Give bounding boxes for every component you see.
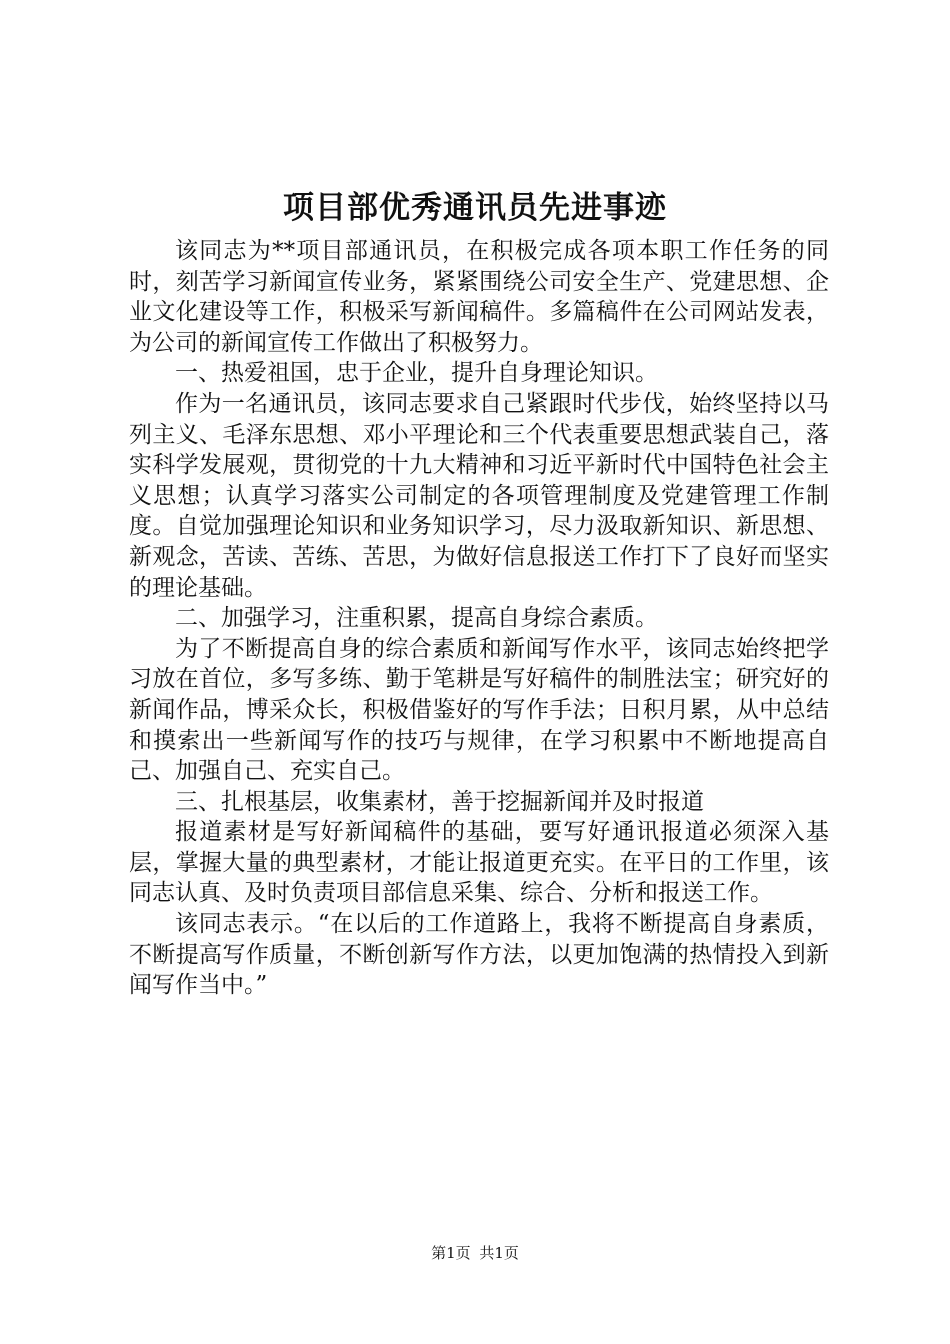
page-number-total: 共1页	[479, 1244, 519, 1262]
paragraph-section-2: 为了不断提高自身的综合素质和新闻写作水平，该同志始终把学习放在首位，多写多练、勤于笔耕是写好稿件的制胜法宝；研究好的新闻作品，博采众长，积极借鉴好的写作手法；日积月累，从中总结和摸索出一些新闻写作的技巧与规律，在学习积累中不断地提高自己、加强自己、充实自己。	[129, 635, 829, 785]
document-title: 项目部优秀通讯员先进事迹	[283, 190, 667, 226]
document-body	[129, 236, 829, 1001]
section-heading-3: 三、扎根基层，收集素材，善于挖掘新闻并及时报道	[175, 788, 704, 815]
paragraph-section-1: 作为一名通讯员，该同志要求自己紧跟时代步伐，始终坚持以马列主义、毛泽东思想、邓小平理论和三个代表重要思想武装自己，落实科学发展观，贯彻党的十九大精神和习近平新时代中国特色社会主义思想；认真学习落实公司制定的各项管理制度及党建管理工作制度。自觉加强理论知识和业务知识学习，尽力汲取新知识、新思想、新观念，苦读、苦练、苦思，为做好信息报送工作打下了良好而坚实的理论基础。	[129, 390, 829, 601]
section-heading-2: 二、加强学习，注重积累，提高自身综合素质。	[175, 605, 658, 632]
section-heading-1: 一、热爱祖国，忠于企业，提升自身理论知识。	[175, 360, 658, 387]
paragraph-intro: 该同志为**项目部通讯员，在积极完成各项本职工作任务的同时，刻苦学习新闻宣传业务，紧紧围绕公司安全生产、党建思想、企业文化建设等工作，积极采写新闻稿件。多篇稿件在公司网站发表，为公司的新闻宣传工作做出了积极努力。	[129, 238, 829, 356]
paragraph-section-3: 报道素材是写好新闻稿件的基础，要写好通讯报道必须深入基层，掌握大量的典型素材，才能让报道更充实。在平日的工作里，该同志认真、及时负责项目部信息采集、综合、分析和报送工作。	[129, 819, 829, 907]
page-footer	[0, 1243, 950, 1263]
page-number-current: 第1页	[431, 1244, 471, 1262]
paragraph-closing-quote: 该同志表示。“在以后的工作道路上，我将不断提高自身素质，不断提高写作质量，不断创新写作方法，以更加饱满的热情投入到新闻写作当中。”	[129, 911, 829, 999]
